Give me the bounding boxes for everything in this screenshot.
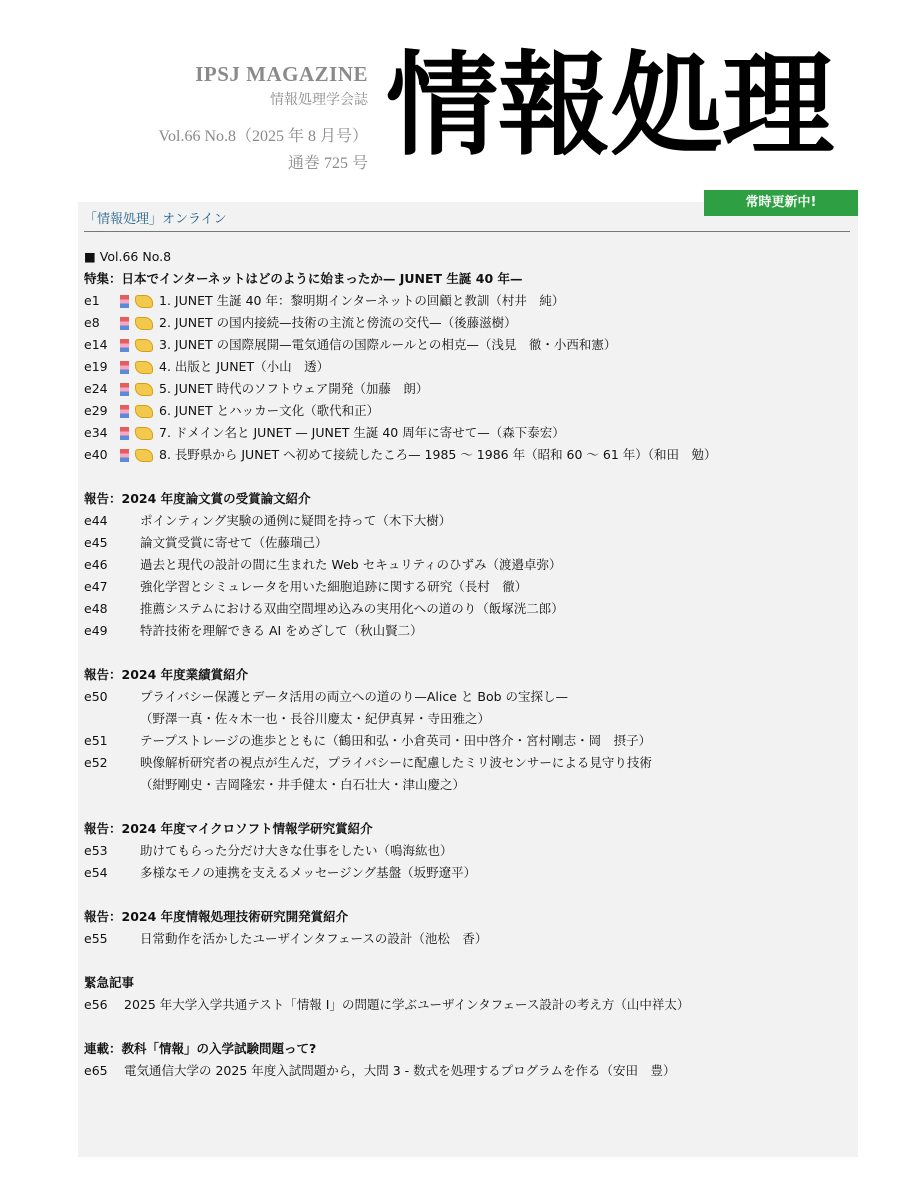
list-item[interactable] (84, 840, 854, 862)
article-title[interactable]: 特許技術を理解できる AI をめざして（秋山賢二） (140, 623, 423, 638)
article-code: e24 (84, 381, 108, 396)
list-item[interactable] (84, 356, 854, 378)
article-title[interactable]: 5. JUNET 時代のソフトウェア開発（加藤 朗） (159, 381, 429, 396)
article-title[interactable]: 多様なモノの連携を支えるメッセージング基盤（坂野遼平） (140, 865, 477, 880)
article-code: e44 (84, 513, 108, 528)
list-item[interactable] (84, 290, 854, 312)
list-item[interactable] (84, 444, 854, 466)
ebook-icon[interactable] (135, 339, 153, 352)
article-code: e40 (84, 447, 108, 462)
list-item[interactable] (84, 532, 854, 554)
section-heading-paper-award: 報告：2024 年度論文賞の受賞論文紹介 (84, 491, 311, 506)
article-code: e53 (84, 843, 108, 858)
article-title[interactable]: 6. JUNET とハッカー文化（歌代和正） (159, 403, 380, 418)
ebook-icon[interactable] (135, 383, 153, 396)
article-title[interactable]: 論文賞受賞に寄せて（佐藤瑞己） (140, 535, 328, 550)
article-code: e29 (84, 403, 108, 418)
article-code: e46 (84, 557, 108, 572)
list-item[interactable] (84, 862, 854, 884)
article-title[interactable]: 日常動作を活かしたユーザインタフェースの設計（池松 香） (140, 931, 488, 946)
article-title[interactable]: 7. ドメイン名と JUNET — JUNET 生誕 40 周年に寄せて—（森下泰宏） (159, 425, 565, 440)
article-title[interactable]: 助けてもらった分だけ大きな仕事をしたい（鳴海紘也） (140, 843, 453, 858)
article-code: e19 (84, 359, 108, 374)
society-name: 情報処理学会誌 (270, 92, 368, 108)
ebook-icon[interactable] (135, 405, 153, 418)
article-code: e48 (84, 601, 108, 616)
article-code: e14 (84, 337, 108, 352)
pdf-icon[interactable] (120, 361, 129, 374)
list-item[interactable] (84, 598, 854, 620)
article-title[interactable]: ポインティング実験の通例に疑問を持って（木下大樹） (140, 513, 452, 528)
article-title[interactable]: 2025 年大学入学共通テスト「情報 I」の問題に学ぶユーザインタフェース設計の考え方（山中祥太） (124, 997, 690, 1012)
article-code: e34 (84, 425, 108, 440)
article-code: e8 (84, 315, 100, 330)
article-code: e51 (84, 733, 108, 748)
ebook-icon[interactable] (135, 427, 153, 440)
section-heading-feature: 特集：日本でインターネットはどのように始まったか— JUNET 生誕 40 年— (84, 271, 523, 286)
pdf-icon[interactable] (120, 317, 129, 330)
section-heading-series: 連載：教科「情報」の入学試験問題って? (84, 1041, 317, 1056)
volume-line: ■ Vol.66 No.8 (84, 249, 172, 264)
list-item[interactable] (84, 620, 854, 642)
list-item[interactable] (84, 730, 854, 752)
article-title[interactable]: テープストレージの進歩とともに（鶴田和弘・小倉英司・田中啓介・宮村剛志・岡 摂子） (140, 733, 652, 748)
author-list: （野澤一真・佐々木一也・長谷川慶太・紀伊真昇・寺田雅之） (140, 711, 491, 726)
article-title[interactable]: 電気通信大学の 2025 年度入試問題から，大問 3 - 数式を処理するプログラムを作る（安田 豊） (124, 1063, 676, 1078)
list-item[interactable] (84, 400, 854, 422)
article-title[interactable]: 推薦システムにおける双曲空間埋め込みの実用化への道のり（飯塚洸二郎） (140, 601, 564, 616)
total-issue: 通巻 725 号 (287, 155, 368, 172)
list-item[interactable] (84, 312, 854, 334)
list-item[interactable] (84, 752, 854, 774)
article-code: e56 (84, 997, 108, 1012)
magazine-name: IPSJ MAGAZINE (195, 62, 368, 86)
ebook-icon[interactable] (135, 361, 153, 374)
list-item[interactable] (84, 334, 854, 356)
pdf-icon[interactable] (120, 339, 129, 352)
section-heading-business-award: 報告：2024 年度業績賞紹介 (84, 667, 249, 682)
pdf-icon[interactable] (120, 427, 129, 440)
list-item[interactable] (84, 510, 854, 532)
section-heading-urgent: 緊急記事 (84, 975, 135, 990)
article-code: e65 (84, 1063, 108, 1078)
list-item[interactable] (84, 422, 854, 444)
list-item[interactable] (84, 1060, 854, 1082)
list-item[interactable] (84, 576, 854, 598)
pdf-icon[interactable] (120, 295, 129, 308)
article-code: e55 (84, 931, 108, 946)
section-heading-ms-award: 報告：2024 年度マイクロソフト情報学研究賞紹介 (84, 821, 373, 836)
article-code: e54 (84, 865, 108, 880)
article-code: e1 (84, 293, 100, 308)
list-item[interactable] (84, 378, 854, 400)
table-of-contents (84, 246, 854, 1082)
list-item[interactable] (84, 928, 854, 950)
article-title[interactable]: 過去と現代の設計の間に生まれた Web セキュリティのひずみ（渡邉卓弥） (140, 557, 562, 572)
pdf-icon[interactable] (120, 383, 129, 396)
magazine-title: 情報処理 (386, 41, 834, 171)
pdf-icon[interactable] (120, 405, 129, 418)
section-heading-tech-award: 報告：2024 年度情報処理技術研究開発賞紹介 (84, 909, 349, 924)
ebook-icon[interactable] (135, 295, 153, 308)
article-code: e47 (84, 579, 108, 594)
article-title[interactable]: 映像解析研究者の視点が生んだ，プライバシーに配慮したミリ波センサーによる見守り技術 (140, 755, 652, 770)
article-title[interactable]: プライバシー保護とデータ活用の両立への道のり—Alice と Bob の宝探し— (140, 689, 569, 704)
article-code: e52 (84, 755, 108, 770)
list-item[interactable] (84, 554, 854, 576)
article-code: e45 (84, 535, 108, 550)
online-header: 「情報処理」オンライン (84, 208, 850, 232)
volume-issue: Vol.66 No.8（2025 年 8 月号） (158, 128, 368, 145)
ebook-icon[interactable] (135, 449, 153, 462)
pdf-icon[interactable] (120, 449, 129, 462)
article-title[interactable]: 3. JUNET の国際展開—電気通信の国際ルールとの相克—（浅見 徹・小西和憲） (159, 337, 617, 352)
article-code: e50 (84, 689, 108, 704)
always-updated-badge: 常時更新中! (704, 190, 858, 216)
article-title[interactable]: 1. JUNET 生誕 40 年：黎明期インターネットの回顧と教訓（村井 純） (159, 293, 565, 308)
list-item[interactable] (84, 686, 854, 708)
article-title[interactable]: 8. 長野県から JUNET へ初めて接続したころ— 1985 ～ 1986 年（昭和 60 ～ 61 年）（和田 勉） (159, 447, 717, 462)
list-item[interactable] (84, 994, 854, 1016)
author-list: （紺野剛史・吉岡隆宏・井手健太・白石壮大・津山慶之） (140, 777, 466, 792)
ebook-icon[interactable] (135, 317, 153, 330)
article-title[interactable]: 強化学習とシミュレータを用いた細胞追跡に関する研究（長村 徹） (140, 579, 528, 594)
article-title[interactable]: 2. JUNET の国内接続—技術の主流と傍流の交代—（後藤滋樹） (159, 315, 517, 330)
article-code: e49 (84, 623, 108, 638)
article-title[interactable]: 4. 出版と JUNET（小山 透） (159, 359, 330, 374)
masthead-info (159, 62, 369, 173)
